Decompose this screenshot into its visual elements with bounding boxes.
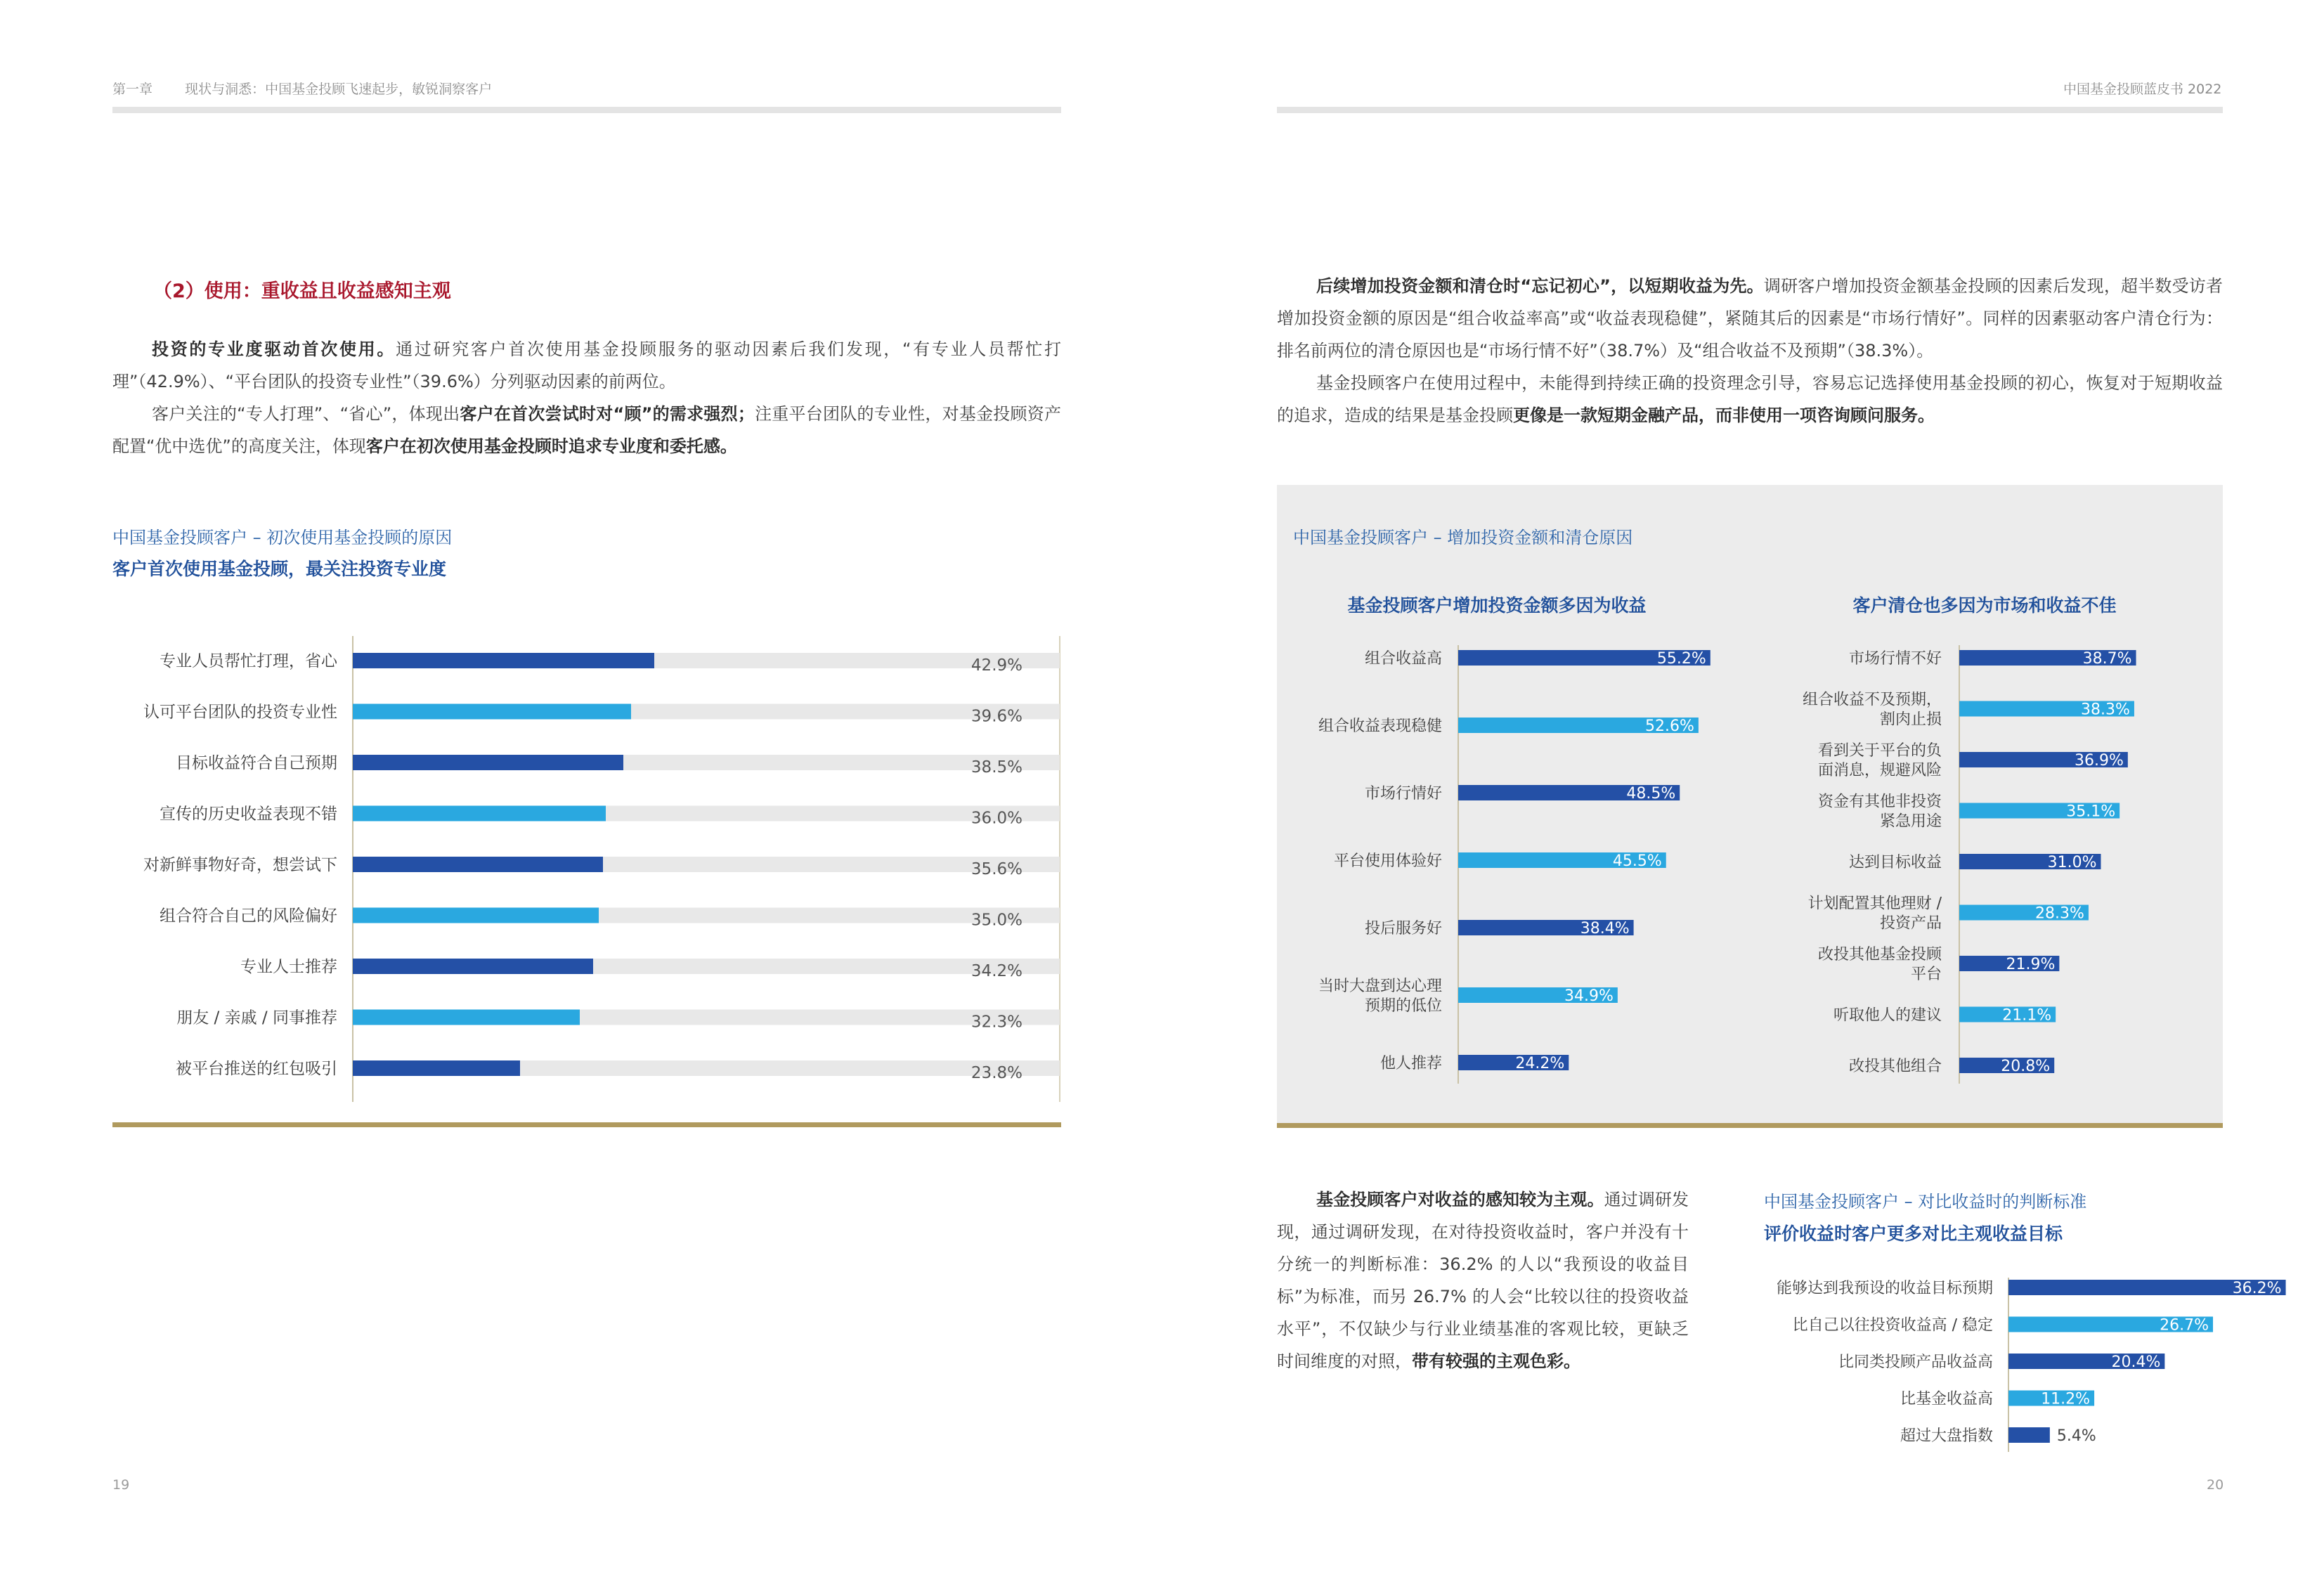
benchmark-value-label: 11.2% <box>2041 1390 2091 1408</box>
first-use-category-label: 组合符合自己的风险偏好 <box>160 907 337 926</box>
increase-value-label: 24.2% <box>1515 1055 1565 1072</box>
first-use-category-label: 专业人员帮忙打理，省心 <box>160 652 337 670</box>
r-para1-lead: 后续增加投资金额和清仓时“忘记初心”，以短期收益为先。 <box>1316 276 1764 296</box>
benchmark-value-label: 20.4% <box>2111 1354 2161 1371</box>
first-use-bar <box>353 653 654 668</box>
liquidate-category-label: 听取他人的建议 <box>1833 1006 1942 1025</box>
section-title: （2）使用：重收益且收益感知主观 <box>153 280 451 302</box>
liquidate-category-label: 割肉止损 <box>1879 710 1942 729</box>
liquidate-value-label: 28.3% <box>2035 904 2084 923</box>
first-use-category-label: 目标收益符合自己预期 <box>176 754 337 772</box>
liquidate-value-label: 21.9% <box>2006 956 2056 973</box>
first-use-value-label: 36.0% <box>971 809 1023 828</box>
increase-value-label: 55.2% <box>1656 650 1706 668</box>
r-para2-body: 基金投顾客户在使用过程中，未能得到持续正确的投资理念引导，容易忘记选择使用基金投顾的初心，恢复对于短期收益的追求，造成的结果是基金投顾 <box>1277 373 2223 425</box>
first-use-category-label: 专业人士推荐 <box>240 958 337 976</box>
first-use-bar <box>353 1010 580 1025</box>
liquidate-category-label: 投资产品 <box>1879 914 1942 933</box>
liquidate-value-label: 35.1% <box>2066 803 2116 821</box>
figure3-title: 评价收益时客户更多对比主观收益目标 <box>1764 1224 2063 1244</box>
para2-emph-1: 客户在首次尝试时对“顾”的需求强烈； <box>460 404 755 424</box>
first-use-bar <box>353 908 599 923</box>
first-use-category-label: 被平台推送的红包吸引 <box>176 1060 337 1078</box>
increase-category-label: 组合收益表现稳健 <box>1318 718 1442 735</box>
benchmark-category-label: 比同类投顾产品收益高 <box>1838 1354 1993 1371</box>
benchmark-value-label: 26.7% <box>2160 1316 2209 1335</box>
r-para3-lead: 基金投顾客户对收益的感知较为主观。 <box>1316 1190 1604 1209</box>
increase-category-label: 投后服务好 <box>1364 920 1442 937</box>
liquidate-value-label: 20.8% <box>2001 1058 2051 1075</box>
benchmark-value-label: 5.4% <box>2056 1427 2096 1445</box>
first-use-value-label: 42.9% <box>971 656 1023 675</box>
page-number-left: 19 <box>112 1477 130 1493</box>
liquidate-category-label: 面消息，规避风险 <box>1817 762 1942 779</box>
benchmark-category-label: 超过大盘指数 <box>1900 1427 1993 1445</box>
increase-category-label: 组合收益高 <box>1364 650 1442 668</box>
liquidate-value-label: 31.0% <box>2047 854 2097 871</box>
first-use-category-label: 认可平台团队的投资专业性 <box>143 703 337 722</box>
liquidate-value-label: 36.9% <box>2074 752 2124 770</box>
increase-category-label: 平台使用体验好 <box>1333 852 1442 870</box>
benchmark-category-label: 比基金收益高 <box>1900 1390 1993 1408</box>
first-use-bar <box>353 857 603 872</box>
first-use-bar <box>353 806 606 822</box>
increase-category-label: 市场行情好 <box>1364 785 1442 803</box>
panel-right-title: 客户清仓也多因为市场和收益不佳 <box>1852 595 2117 616</box>
liquidate-category-label: 资金有其他非投资 <box>1817 793 1942 811</box>
first-use-value-label: 35.6% <box>971 860 1023 878</box>
first-use-value-label: 38.5% <box>971 758 1023 777</box>
first-use-category-label: 对新鲜事物好奇，想尝试下 <box>143 856 337 874</box>
increase-value-label: 52.6% <box>1645 718 1694 735</box>
first-use-value-label: 23.8% <box>971 1064 1023 1082</box>
para1-lead: 投资的专业度驱动首次使用。 <box>152 339 396 359</box>
increase-value-label: 34.9% <box>1564 987 1614 1005</box>
liquidate-category-label: 看到关于平台的负 <box>1817 742 1942 760</box>
liquidate-value-label: 21.1% <box>2002 1006 2052 1025</box>
first-use-bar <box>353 704 631 720</box>
increase-category-label: 他人推荐 <box>1380 1055 1442 1072</box>
increase-value-label: 45.5% <box>1612 852 1662 870</box>
report-title: 中国基金投顾蓝皮书 2022 <box>2063 82 2222 97</box>
liquidate-category-label: 平台 <box>1910 966 1942 983</box>
liquidate-category-label: 组合收益不及预期， <box>1802 691 1942 709</box>
first-use-bar <box>353 1060 520 1076</box>
first-use-value-label: 32.3% <box>971 1013 1023 1032</box>
r-para3-emph: 带有较强的主观色彩。 <box>1412 1351 1580 1371</box>
r-para1-body: 调研客户增加投资金额基金投顾的因素后发现，超半数受访者增加投资金额的原因是“组合收益率高”或“收益表现稳健”，紧随其后的因素是“市场行情好”。同样的因素驱动客户清仓行为：排名前两位的清仓原因也是“市场行情不好”（38.7%）及“组合收益不及预期”（38.3%）。 <box>1277 276 2224 361</box>
increase-value-label: 38.4% <box>1580 920 1630 937</box>
liquidate-category-label: 改投其他基金投顾 <box>1817 946 1942 963</box>
para2-body-a: 客户关注的“专人打理”、“省心”，体现出 <box>152 404 460 424</box>
r-para3-body: 通过调研发现，通过调研发现，在对待投资收益时，客户并没有十分统一的判断标准：36.2% 的人以“我预设的收益目标”为标准，而另 26.7% 的人会“比较以往的投资收益水平”，不仅缺少与行业业绩基准的客观比较，更缺乏时间维度的对照， <box>1277 1190 1689 1371</box>
liquidate-category-label: 达到目标收益 <box>1848 854 1942 871</box>
benchmark-value-label: 36.2% <box>2232 1280 2282 1297</box>
first-use-value-label: 35.0% <box>971 911 1023 930</box>
liquidate-value-label: 38.3% <box>2081 701 2130 719</box>
liquidate-category-label: 市场行情不好 <box>1848 650 1942 668</box>
figure1-subtitle: 中国基金投顾客户 – 初次使用基金投顾的原因 <box>112 528 453 547</box>
figure1-title: 客户首次使用基金投顾，最关注投资专业度 <box>112 559 447 579</box>
liquidate-category-label: 紧急用途 <box>1879 812 1942 831</box>
para2-body-b: 注重平台团队的专业性，对基金投顾资产配置“优中选优”的高度关注，体现 <box>112 404 1062 456</box>
first-use-category-label: 宣传的历史收益表现不错 <box>160 805 337 824</box>
figure3-subtitle: 中国基金投顾客户 – 对比收益时的判断标准 <box>1764 1192 2087 1212</box>
r-para2-emph: 更像是一款短期金融产品，而非使用一项咨询顾问服务。 <box>1513 405 1935 425</box>
first-use-category-label: 朋友 / 亲戚 / 同事推荐 <box>176 1008 337 1027</box>
liquidate-category-label: 计划配置其他理财 / <box>1807 895 1942 913</box>
para2-emph-2: 客户在初次使用基金投顾时追求专业度和委托感。 <box>365 436 737 456</box>
panel-left-title: 基金投顾客户增加投资金额多因为收益 <box>1347 595 1647 616</box>
liquidate-category-label: 改投其他组合 <box>1848 1058 1942 1075</box>
page-number-right: 20 <box>2207 1477 2224 1493</box>
benchmark-category-label: 能够达到我预设的收益目标预期 <box>1776 1280 1993 1297</box>
benchmark-bar <box>2008 1427 2050 1443</box>
chapter-number: 第一章 <box>112 82 153 97</box>
para1-body: 通过研究客户首次使用基金投顾服务的驱动因素后我们发现，“有专业人员帮忙打理”（42.9%）、“平台团队的投资专业性”（39.6%）分列驱动因素的前两位。 <box>112 339 1061 391</box>
first-use-value-label: 39.6% <box>971 707 1023 726</box>
increase-value-label: 48.5% <box>1626 785 1676 803</box>
first-use-value-label: 34.2% <box>971 962 1023 980</box>
first-use-bar <box>353 959 593 974</box>
increase-category-label: 当时大盘到达心理 <box>1318 978 1442 995</box>
benchmark-category-label: 比自己以往投资收益高 / 稳定 <box>1792 1316 1993 1335</box>
chapter-subtitle: 现状与洞悉：中国基金投顾飞速起步，敏锐洞察客户 <box>185 82 493 97</box>
panel-subtitle: 中国基金投顾客户 – 增加投资金额和清仓原因 <box>1293 528 1633 547</box>
first-use-bar <box>353 755 623 770</box>
increase-category-label: 预期的低位 <box>1364 997 1442 1015</box>
liquidate-value-label: 38.7% <box>2082 650 2132 668</box>
